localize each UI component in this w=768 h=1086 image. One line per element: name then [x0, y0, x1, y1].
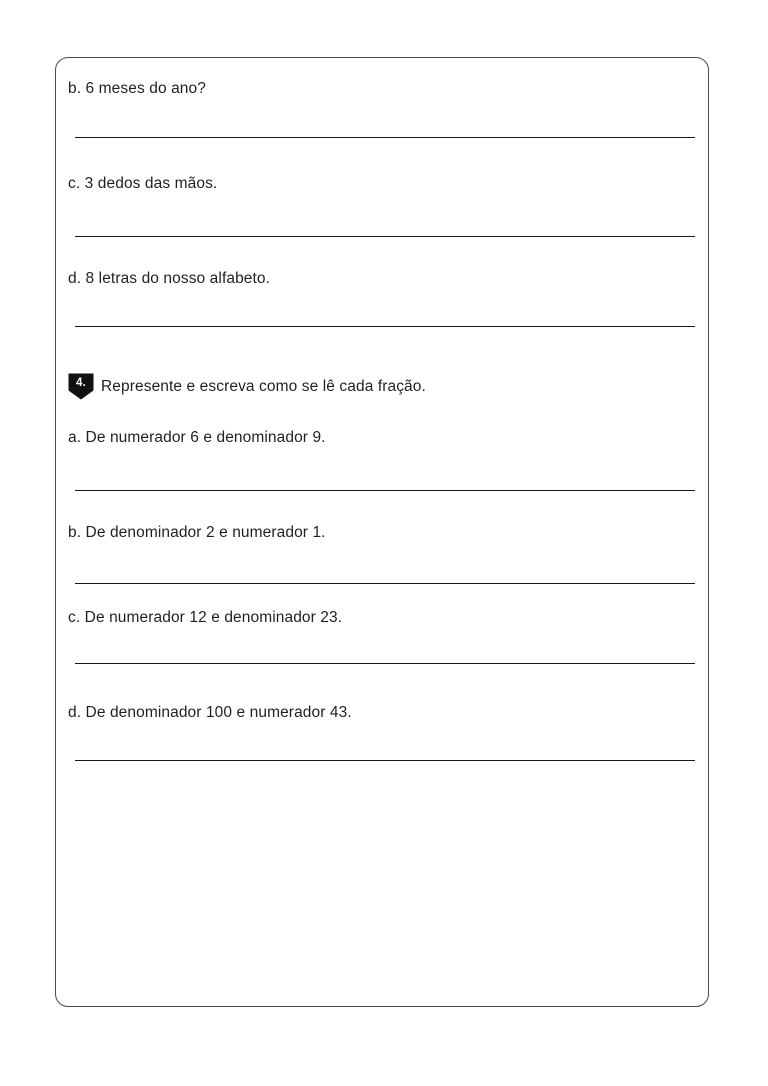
- question-item-d: d. 8 letras do nosso alfabeto.: [68, 270, 271, 287]
- question-item-c: c. 3 dedos das mãos.: [68, 175, 218, 192]
- worksheet-content: [55, 57, 709, 1007]
- exercise-4-item-a: a. De numerador 6 e denominador 9.: [68, 429, 326, 446]
- answer-line-b[interactable]: [75, 137, 695, 138]
- exercise-4-item-d: d. De denominador 100 e numerador 43.: [68, 704, 352, 721]
- exercise-4-answer-line-b[interactable]: [75, 583, 695, 584]
- answer-line-c[interactable]: [75, 236, 695, 237]
- exercise-4-item-b: b. De denominador 2 e numerador 1.: [68, 524, 326, 541]
- pennant-badge-icon: [68, 373, 94, 400]
- exercise-4-answer-line-d[interactable]: [75, 760, 695, 761]
- exercise-4-item-c: c. De numerador 12 e denominador 23.: [68, 609, 343, 626]
- exercise-4-header: [68, 373, 426, 400]
- answer-line-d[interactable]: [75, 326, 695, 327]
- exercise-number: 4.: [76, 377, 86, 389]
- question-item-b: b. 6 meses do ano?: [68, 80, 206, 97]
- exercise-4-title: Represente e escreva como se lê cada fração.: [101, 377, 426, 395]
- exercise-4-answer-line-a[interactable]: [75, 490, 695, 491]
- exercise-4-answer-line-c[interactable]: [75, 663, 695, 664]
